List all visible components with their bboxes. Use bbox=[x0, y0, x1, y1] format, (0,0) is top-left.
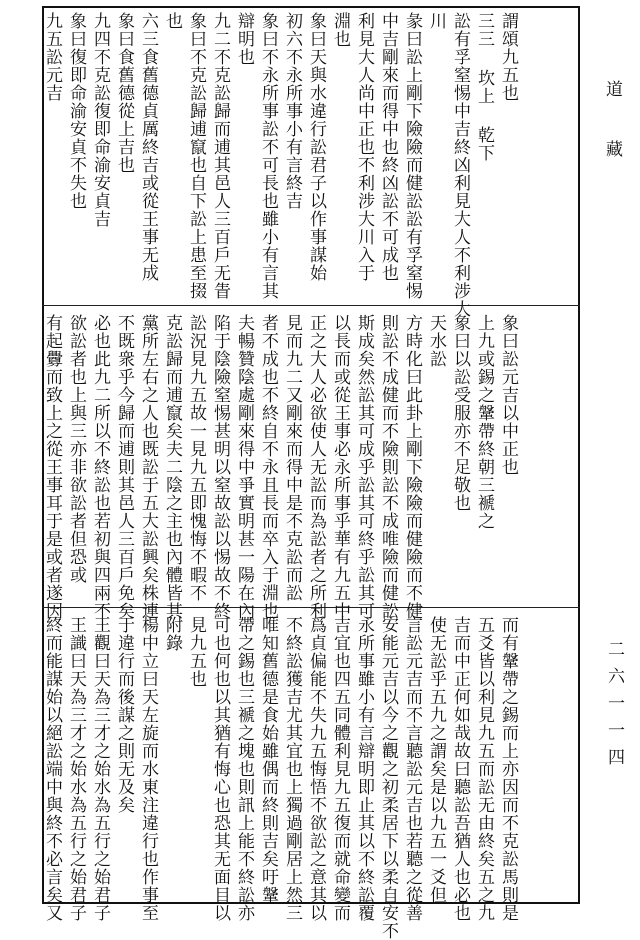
text-column: 正之大人必欲使人无訟而為訟者之所利 bbox=[306, 314, 326, 620]
text-column: 者不成也不終自不永且長而卒入于淵也 bbox=[258, 314, 278, 620]
text-column: 王識曰天為三才之始水為五行之始君子 bbox=[66, 616, 86, 922]
text-column: 也 bbox=[162, 12, 182, 30]
text-column: 欲訟者也上與三亦非欲訟者但恐或 bbox=[66, 314, 86, 584]
text-column: 象曰復即命渝安貞不失也 bbox=[66, 12, 86, 210]
text-column: 有起釁而致上之從王事耳于是或者遂因 bbox=[42, 314, 62, 620]
text-column: 訟有孚窒惕中吉終凶利見大人不利涉大 bbox=[450, 12, 470, 318]
text-column: 安能元吉以今之觀之初柔居下以柔自安不 bbox=[378, 616, 398, 940]
text-column: 五爻皆以利見九五而訟无由終矣五之九 bbox=[474, 616, 494, 922]
text-column: 吉而中正何如哉故曰聽訟吾猶人也必也 bbox=[450, 616, 470, 922]
panel-divider-1 bbox=[42, 305, 580, 306]
text-column: 淵也 bbox=[330, 12, 350, 48]
text-column: 斯成矣然訟其可成乎訟其可終乎訟其可 bbox=[354, 314, 374, 620]
text-column: 利見大人尚中正也不利涉大川入于 bbox=[354, 12, 374, 282]
text-column: 初六不永所事小有言終吉 bbox=[282, 12, 302, 210]
text-column: 象曰不永所事訟不可長也雖小有言其 bbox=[258, 12, 278, 300]
text-column: 謂頌九五也 bbox=[498, 12, 518, 102]
text-column: 吉宜也四五同體利見九五復而就命變而 bbox=[330, 616, 350, 922]
text-column: 唯知舊德是食始雖偶而終則吉矣吁鞶 bbox=[258, 616, 278, 904]
text-column: 永所事雖小有言辯明即止其以不終訟覆 bbox=[354, 616, 374, 922]
text-column: 三三 坎上 乾下 bbox=[474, 12, 494, 162]
text-column: 九五訟元吉 bbox=[42, 12, 62, 102]
text-column: 以長而或從王事必永所事乎華有九五中 bbox=[330, 314, 350, 620]
text-column: 上九或錫之鞶帶終朝三褫之 bbox=[474, 314, 494, 530]
text-column: 象曰不克訟歸逋竄也自下訟上患至掇 bbox=[186, 12, 206, 300]
text-column: 中吉剛來而得中也終凶訟不可成也 bbox=[378, 12, 398, 282]
text-column: 附錄 bbox=[162, 616, 182, 652]
text-column: 楊中立曰天左旋而水東注違行也作事至 bbox=[138, 616, 158, 922]
text-column: 夫暢贊陰處剛來得中爭實明甚一陽在內 bbox=[234, 314, 254, 620]
text-column: 九四不克訟復即命渝安貞吉 bbox=[90, 12, 110, 228]
text-column: 使无訟乎五九之謂矣是以九五一爻但 bbox=[426, 616, 446, 904]
text-column: 象曰訟元吉以中正也 bbox=[498, 314, 518, 476]
text-column: 彖曰訟上剛下險險而健訟訟有孚窒惕 bbox=[402, 12, 422, 300]
text-columns bbox=[40, 616, 520, 940]
text-columns bbox=[40, 12, 520, 318]
text-column: 王觀曰天為三才之始水為五行之始君子 bbox=[90, 616, 110, 922]
text-column: 訟況見九五故一見九五即愧悔不暇不 bbox=[186, 314, 206, 602]
text-column: 六三食舊德貞厲終吉或從王事无成 bbox=[138, 12, 158, 282]
text-column: 言訟元吉而不言聽訟元吉也若聽之從善 bbox=[402, 616, 422, 922]
text-column: 象曰天與水違行訟君子以作事謀始 bbox=[306, 12, 326, 282]
text-column: 克訟歸而逋竄矣夫二陰之主也內體皆其 bbox=[162, 314, 182, 620]
text-column: 不終訟獲吉尤其宜也上獨過剛居上然三 bbox=[282, 616, 302, 922]
text-column: 不既衆乎今歸而逋則其邑人三百戶免矣 bbox=[114, 314, 134, 620]
text-column: 象曰食舊德從上吉也 bbox=[114, 12, 134, 174]
text-column: 黨所左右之人也既訟于五大訟興矣株連 bbox=[138, 314, 158, 620]
text-column: 則訟不成健而不險則訟不成唯險而健訟 bbox=[378, 314, 398, 620]
text-column: 帶之錫也三褫之塊也則訊上能不終訟亦 bbox=[234, 616, 254, 922]
margin-mark-zang: 藏 bbox=[602, 140, 622, 161]
text-column: 可也何也以其猶有悔心也恐其无面目以 bbox=[210, 616, 230, 922]
panel-top bbox=[42, 12, 520, 318]
margin-mark-dao: 道 bbox=[602, 80, 622, 101]
panel-middle bbox=[42, 314, 520, 620]
text-column: 象曰以訟受服亦不足敬也 bbox=[450, 314, 470, 512]
text-column: 見九五也 bbox=[186, 616, 206, 688]
text-column: 見而九二又剛來而得中是不克訟而訟 bbox=[282, 314, 302, 602]
text-column: 必也此九二所以不終訟也若初與四兩不 bbox=[90, 314, 110, 620]
text-column: 終而能謀始以絕訟端中與終不必言矣又 bbox=[42, 616, 62, 922]
page-number: 二六一一四 bbox=[604, 640, 624, 775]
text-column: 而有鞶帶之錫而上亦因而不克訟馬則是 bbox=[498, 616, 518, 922]
text-column: 于違行而後謀之則无及矣 bbox=[114, 616, 134, 814]
text-column: 九二不克訟歸而逋其邑人三百戶无眚 bbox=[210, 12, 230, 300]
text-column: 辯明也 bbox=[234, 12, 254, 66]
text-column: 天水訟 bbox=[426, 314, 446, 368]
text-columns bbox=[40, 314, 520, 620]
text-column: 爲貞偏能不失九五悔悟不欲訟之意其以 bbox=[306, 616, 326, 922]
text-column: 方時化曰此卦上剛下險險而健險而不健 bbox=[402, 314, 422, 620]
panel-bottom bbox=[42, 616, 520, 940]
text-column: 川 bbox=[426, 12, 446, 30]
text-column: 陷于陰險窒惕甚明以窒故訟以惕故不終 bbox=[210, 314, 230, 620]
